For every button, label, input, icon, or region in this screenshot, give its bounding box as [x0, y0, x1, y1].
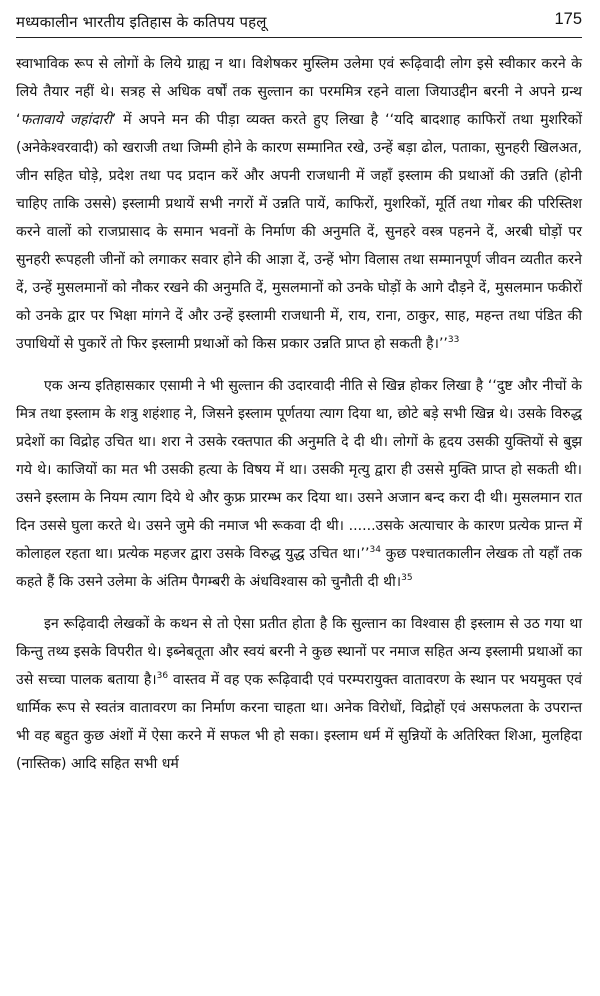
- paragraph: [16, 50, 582, 358]
- running-header: [16, 10, 582, 38]
- footnote-ref: 34: [369, 545, 381, 555]
- footnote-ref: 36: [156, 671, 169, 681]
- text-run: ’ में अपने मन की पीड़ा व्यक्त करते हुए लिखा है ‘‘यदि बादशाह काफिरों तथा मुशरिकों (अनेकेश्वरवादी) को खराजी तथा जिम्मी होने के कारण सम्मानित रखे, उन्हें बड़ा ढोल, पताका, सुनहरी खिलअत, जीन सहित घोड़े, प्रदेश तथा पद प्रदान करें और अपनी राजधानी में जहाँ इस्लाम की प्रथाओं की उन्नति (होनी चाहिए ताकि उससे) इस्लामी प्रथायें सभी नगरों में उन्नति पायें, काफिरों, मुशरिकों, मूर्ति तथा गोबर की परिस्तिश करने वालों को राजप्रासाद के समान भवनों के निर्माण की अनुमति दें, सुनहरे वस्त्र पहनने दें, अरबी घोड़ों पर सुनहरी रूपहली जीनों को लगाकर सवार होने की आज्ञा दें, उन्हें भोग विलास तथा सम्मानपूर्ण जीवन व्यतीत करने दें, उन्हें मुसलमानों को नौकर रखने की अनुमति दें, मुसलमानों को उनके घोड़ों के आगे दौड़ने दें, मुसलमान फकीरों को उनके द्वार पर भिक्षा मांगने दें और उन्हें इस्लामी राजधानी में, राय, राना, ठाकुर, साह, महन्त तथा पंडित की उपाधियों से पुकारें तो फिर इस्लामी प्रथाओं को किस प्रकार उन्नति प्राप्त हो सकती है।’’: [16, 112, 582, 352]
- paragraph: [16, 610, 582, 778]
- footnote-ref: 35: [401, 573, 413, 583]
- book-title-italic: फतावाये जहांदारी: [20, 112, 112, 128]
- text-run: स्वाभाविक रूप से लोगों के लिये ग्राह्य न था। विशेषकर मुस्लिम उलेमा एवं रूढ़िवादी लोग इसे स्वीकार करने के लिये तैयार नहीं थे। सत्रह से अधिक वर्षों तक सुल्तान का परममित्र रहने वाला जियाउद्दीन बरनी ने अपने ग्रन्थ ‘: [16, 56, 582, 128]
- text-run: वास्तव में वह एक रूढ़िवादी एवं परम्परायुक्त वातावरण के स्थान पर भयमुक्त एवं धार्मिक रूप से स्वतंत्र वातावरण का निर्माण करना चाहता था। अनेक विरोधों, विद्रोहों एवं असफलता के उपरान्त भी वह बहुत कुछ अंशों में ऐसा करने में सफल भी हो सका। इस्लाम धर्म में सुन्नियों के अतिरिक्त शिआ, मुलहिदा (नास्तिक) आदि सहित सभी धर्म: [16, 672, 583, 772]
- footnote-ref: 33: [447, 335, 460, 345]
- text-run: इन रूढ़िवादी लेखकों के कथन से तो ऐसा प्रतीत होता है कि सुल्तान का विश्वास ही इस्लाम से उठ गया था किन्तु तथ्य इसके विपरीत थे। इब्नेबतूता और स्वयं बरनी ने कुछ स्थानों पर नमाज सहित अन्य इस्लामी प्रथाओं का उसे सच्चा पालक बताया है।: [16, 616, 582, 688]
- body-text: [16, 50, 582, 778]
- paragraph: [16, 372, 582, 596]
- text-run: एक अन्य इतिहासकार एसामी ने भी सुल्तान की उदारवादी नीति से खिन्न होकर लिखा है ‘‘दुष्ट और नीचों के मित्र तथा इस्लाम के शत्रु शहंशाह ने, जिसने इस्लाम पूर्णतया त्याग दिया था, छोटे बड़े सभी खिन्न थे। उसके विरुद्ध प्रदेशों का विद्रोह उचित था। शरा ने उसके रक्तपात की अनुमति दे दी थी। लोगों के हृदय उसकी युक्तियों से बुझ गये थे। काजियों का मत भी उसकी हत्या के विषय में था। उसकी मृत्यु द्वारा ही उससे मुक्ति प्राप्त हो सकती थी। उसने इस्लाम के नियम त्याग दिये थे और कुफ्र प्रारम्भ कर दिया था। उसने अजान बन्द करा दी थी। मुसलमान रात दिन उससे घुला करते थे। उसने जुमे की नमाज भी रूकवा दी थी। ......उसके अत्याचार के कारण प्रत्येक प्रान्त में कोलाहल रहता था। प्रत्येक महजर द्वारा उसके विरुद्ध युद्ध उचित था।’’: [16, 378, 582, 562]
- page-number: 175: [554, 10, 582, 28]
- header-rule: [16, 37, 582, 38]
- running-title: मध्यकालीन भारतीय इतिहास के कतिपय पहलू: [16, 13, 267, 31]
- book-page: [16, 10, 582, 778]
- text-run: कुछ पश्चातकालीन लेखक तो यहाँ तक कहते हैं कि उसने उलेमा के अंतिम पैगम्बरी के अंधविश्वास को चुनौती दी थी।: [16, 546, 582, 590]
